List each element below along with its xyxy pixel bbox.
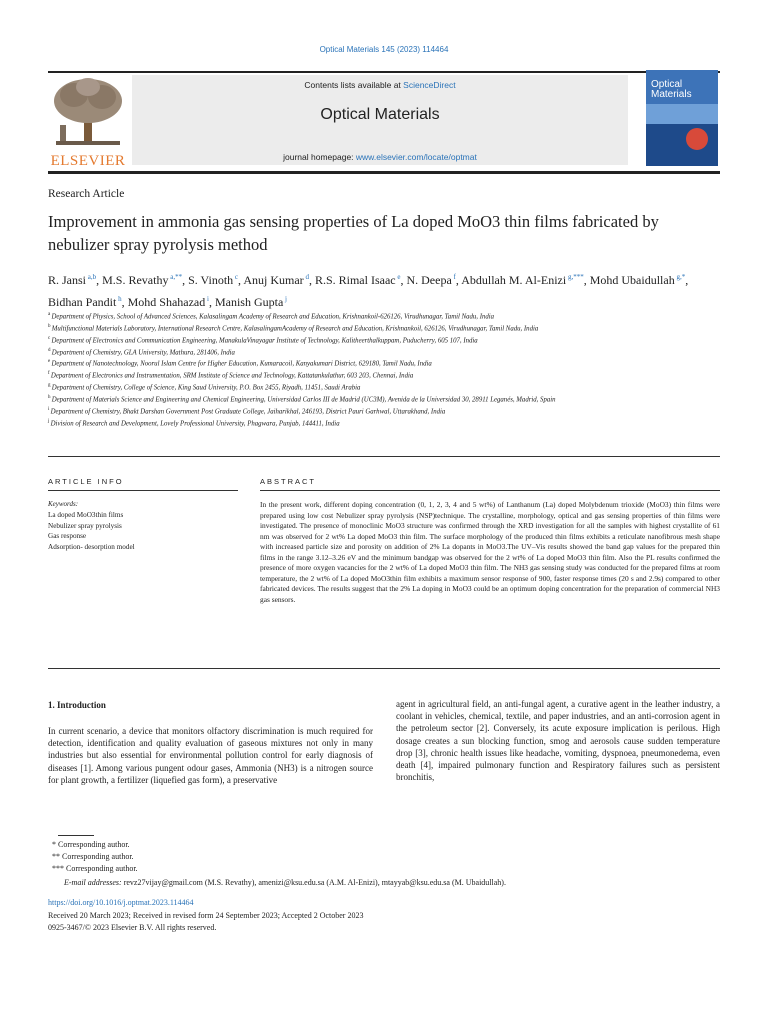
affiliation-text: Multifunctional Materials Laboratory, International Research Centre, KalasalingamAcademy of Research and Education, Krishnankoil, 626126, Virudhunagar, Tamil Nadu, India bbox=[51, 325, 539, 333]
author-affiliation-marker[interactable]: e bbox=[395, 273, 401, 281]
keyword[interactable]: Adsorption- desorption model bbox=[48, 542, 135, 551]
divider bbox=[48, 456, 720, 457]
author-affiliation-marker[interactable]: g,*** bbox=[566, 273, 584, 281]
homepage-link[interactable]: www.elsevier.com/locate/optmat bbox=[355, 152, 477, 162]
abstract-heading: ABSTRACT bbox=[260, 477, 317, 486]
cover-title bbox=[651, 80, 692, 100]
affiliation-text: Department of Chemistry, College of Science, King Saud University, P.O. Box 2455, Riyadh, 11451, Saudi Arabia bbox=[51, 384, 361, 392]
contents-prefix: Contents lists available at bbox=[304, 80, 404, 90]
contents-line bbox=[132, 80, 628, 90]
history-dates: Received 20 March 2023; Received in revised form 24 September 2023; Accepted 2 October 2023 bbox=[48, 911, 364, 920]
keywords-label: Keywords: bbox=[48, 500, 79, 508]
affiliation bbox=[48, 405, 720, 417]
abstract-rule bbox=[260, 490, 720, 491]
footnote: * Corresponding author. bbox=[52, 840, 130, 849]
keyword[interactable]: Gas response bbox=[48, 532, 87, 540]
author-name[interactable]: S. Vinoth bbox=[188, 273, 234, 287]
header-bottom-rule bbox=[48, 171, 720, 174]
author-name[interactable]: N. Deepa bbox=[406, 273, 452, 287]
affiliation bbox=[48, 393, 720, 405]
journal-cover[interactable] bbox=[646, 70, 718, 166]
author-affiliation-marker[interactable]: a,b bbox=[86, 273, 97, 281]
article-type: Research Article bbox=[48, 188, 125, 200]
author-name[interactable]: Mohd Ubaidullah bbox=[589, 273, 675, 287]
affiliation-list bbox=[48, 310, 720, 429]
homepage-line bbox=[132, 152, 628, 162]
affiliation-text: Department of Nanotechnology, Noorul Islam Centre for Higher Education, Kumaracoil, Kanyakumari District, 629180, Tamil Nadu, India bbox=[51, 360, 432, 368]
author-affiliation-marker[interactable]: c bbox=[233, 273, 239, 281]
affiliation-key: a bbox=[48, 312, 52, 317]
intro-paragraph-right: agent in agricultural field, an anti-fungal agent, a curative agent in the leather industry, a coolant in vehicles, chemical, textile, and paper industries, and an anti-corrosion agent in the petroleum sector [2]. Conversely, its acute exposure implication is perilous. High dosage creates a sun blocking function, smog and aerosols cause sudden temperature drop [3], chronic health issues like headache, vomiting, dyspnoea, pneumonedema, even death [4], impaired pulmonary function and Respiratory failures such as persistent bronchitis, bbox=[396, 699, 720, 783]
affiliation-text: Department of Electronics and Communication Engineering, ManakulaVinayagar Institute of Technology, Kalitheerthalkuppam, Puducherry, 605 107, India bbox=[51, 336, 478, 344]
cover-title-line1: Optical bbox=[651, 79, 683, 90]
email-addresses[interactable]: revz27vijay@gmail.com (M.S. Revathy), amenizi@ksu.edu.sa (A.M. Al-Enizi), mtayyab@ksu.edu.sa (M. Ubaidullah). bbox=[123, 878, 506, 887]
affiliation bbox=[48, 417, 720, 429]
author-name[interactable]: Anuj Kumar bbox=[243, 273, 304, 287]
keyword[interactable]: Nebulizer spray pyrolysis bbox=[48, 521, 122, 530]
affiliation-key: e bbox=[48, 359, 52, 365]
author-affiliation-marker[interactable]: i bbox=[205, 295, 209, 303]
keyword[interactable]: La doped MoO3thin films bbox=[48, 511, 124, 519]
author-affiliation-marker[interactable]: a,** bbox=[168, 273, 183, 281]
homepage-prefix: journal homepage: bbox=[283, 152, 356, 162]
author-affiliation-marker[interactable]: h bbox=[116, 295, 122, 303]
affiliation-key: c bbox=[48, 335, 52, 341]
cover-title-line2: Materials bbox=[651, 89, 692, 100]
author-affiliation-marker[interactable]: j bbox=[283, 295, 287, 303]
article-info-rule bbox=[48, 490, 238, 491]
affiliation bbox=[48, 334, 720, 346]
affiliation bbox=[48, 346, 720, 358]
abstract-bottom-rule bbox=[48, 668, 720, 669]
elsevier-logo bbox=[48, 75, 128, 167]
email-line bbox=[64, 878, 506, 887]
affiliation-text: Division of Research and Development, Lovely Professional University, Phagwara, Punjab, 144411, India bbox=[50, 420, 340, 427]
affiliation-text: Department of Chemistry, Bhakt Darshan Government Post Graduate College, Jaiharikhal, 246193, District Pauri Garhwal, Uttarakhand, India bbox=[50, 408, 446, 416]
affiliation-text: Department of Chemistry, GLA University, Mathura, 281406, India bbox=[51, 348, 235, 356]
affiliation bbox=[48, 369, 720, 381]
journal-citation[interactable]: Optical Materials 145 (2023) 114464 bbox=[319, 45, 449, 54]
doi-link[interactable]: https://doi.org/10.1016/j.optmat.2023.114464 bbox=[48, 898, 194, 907]
author-name[interactable]: Bidhan Pandit bbox=[48, 295, 117, 309]
affiliation-key: h bbox=[48, 395, 52, 401]
affiliation bbox=[48, 381, 720, 393]
affiliation-key: d bbox=[48, 347, 52, 353]
article-title: Improvement in ammonia gas sensing properties of La doped MoO3 thin films fabricated by nebulizer spray pyrolysis method bbox=[48, 212, 659, 254]
affiliation-text: Department of Materials Science and Engineering and Chemical Engineering, Universidad Carlos III de Madrid (UC3M), Avenida de la Universidad 30, 28911 Leganés, Madrid, Spain bbox=[51, 396, 556, 404]
affiliation bbox=[48, 310, 720, 322]
abstract-text: In the present work, different doping concentration (0, 1, 2, 3, 4 and 5 wt%) of Lanthanum (La) doped Molybdenum trioxide (MoO3) thin films were prepared using low cost Nebulizer spray pyrolysis (NSP)technique. The crystalline, morphology, optical and gas sensing properties of thin films were investigated. The presence of monoclinic MoO3 structure was confirmed through the XRD investigation for all the samples with highest crystallite of 61 nm was observed for 2 wt% La doped MoO3 thin film. The surface morphology of the produced thin films exhibits a reticulate nanofibrous mesh shape with increased particle size and porosity on addition of 2% La dopants in MoO3.The UV–Vis results showed the band gap values for the prepared thin films in the range 3.12–3.26 eV and the minimum bandgap was observed for the 2 wt% of La doped MoO3 thin film. Also the PL results confirmed the presence of more oxygen vacancies for the 2 wt% of La doped MoO3 thin film. The NH3 gas sensing study was conducted for the prepared films at room temperature, the 2 wt% of La doped MoO3thin film exhibits a maximum sensor response of 900, faster response times (20 s and 2.9s) compared to other fabricated devices. The results suggest that the 2% La doping in MoO3 could be an optimum doping concentration for the preparation of commercial NH3 gas sensors. bbox=[260, 500, 720, 604]
affiliation-key: f bbox=[48, 371, 51, 377]
author-affiliation-marker[interactable]: f bbox=[451, 273, 456, 281]
author-name[interactable]: Mohd Shahazad bbox=[127, 295, 206, 309]
affiliation-key: i bbox=[48, 406, 51, 412]
author-affiliation-marker[interactable]: g,* bbox=[674, 273, 686, 281]
footnote: *** Corresponding author. bbox=[52, 864, 138, 873]
email-label: E-mail addresses: bbox=[64, 878, 122, 887]
author-affiliation-marker[interactable]: d bbox=[303, 273, 309, 281]
author-name[interactable]: R. Jansi bbox=[48, 273, 87, 287]
journal-name: Optical Materials bbox=[320, 106, 440, 123]
author-name[interactable]: Manish Gupta bbox=[214, 295, 284, 309]
copyright: 0925-3467/© 2023 Elsevier B.V. All rights reserved. bbox=[48, 923, 217, 932]
footnote: ** Corresponding author. bbox=[52, 852, 134, 861]
section-heading: 1. Introduction bbox=[48, 700, 106, 710]
author-list: R. Jansi $^{a,b}$, M.S. Revathy $^{a,**}$, S. Vinoth $^c$, Anuj Kumar $^d$, R.S. Rimal Isaac $^e$, N. Deepa $^f$, Abdullah M. Al-Enizi $^{g,***}$, Mohd Ubaidullah $^{g,*}$, Bidhan Pandit $^h$, Mohd Shahazad $^i$, Manish Gupta $^j$ bbox=[48, 273, 689, 309]
affiliation-text: Department of Electronics and Instrumentation, SRM Institute of Science and Technology, Kattatankulathur, 603 203, Chennai, India bbox=[50, 372, 414, 380]
affiliation bbox=[48, 322, 720, 334]
footnote-rule bbox=[58, 835, 94, 836]
affiliation-key: g bbox=[48, 383, 52, 389]
intro-paragraph-left: In current scenario, a device that monitors olfactory discrimination is much required for detection, identification and quality evaluation of gaseous mixtures not only in many industries but also essential for environmental pollution control for early diagnosis of diseases [1]. Among various pungent odour gases, Ammonia (NH3) is a nitrogen source for plant growth, a fertilizer (liquefied gas form), a preservative bbox=[48, 726, 373, 785]
header-top-rule bbox=[48, 71, 720, 73]
keyword-list bbox=[48, 510, 135, 552]
publisher-wordmark: ELSEVIER bbox=[50, 153, 126, 169]
affiliation-key: j bbox=[48, 418, 51, 424]
tree-icon bbox=[50, 75, 126, 147]
article-info-heading: ARTICLE INFO bbox=[48, 477, 124, 486]
affiliation bbox=[48, 357, 720, 369]
affiliation-key: b bbox=[48, 323, 52, 329]
author-name[interactable]: Abdullah M. Al-Enizi bbox=[461, 273, 567, 287]
sciencedirect-link[interactable]: ScienceDirect bbox=[403, 80, 456, 90]
affiliation-text: Department of Physics, School of Advanced Sciences, Kalasalingam Academy of Research and Education, Krishnankoil-626126, Virudhunagar, Tamil Nadu, India bbox=[51, 313, 495, 321]
author-name[interactable]: M.S. Revathy bbox=[102, 273, 169, 287]
author-name[interactable]: R.S. Rimal Isaac bbox=[314, 273, 396, 287]
